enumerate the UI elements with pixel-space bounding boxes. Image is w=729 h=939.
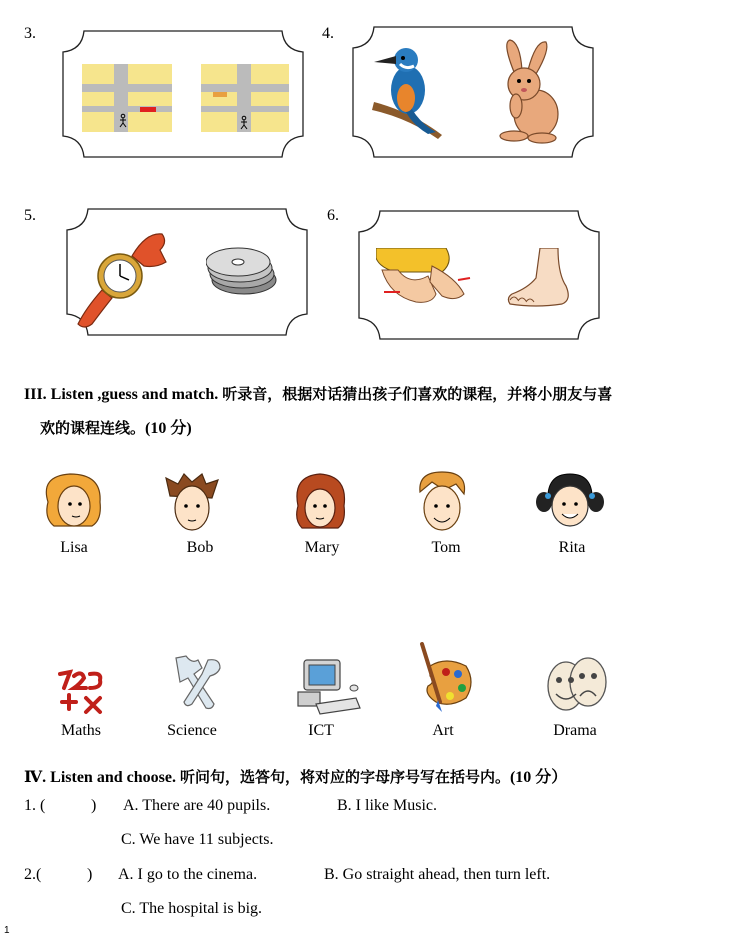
subject-name-ict: ICT [308,722,334,739]
picture-number-3: 3. [24,25,36,42]
subject-name-art: Art [432,722,454,739]
question-2-close-paren: ) [87,866,93,883]
question-1-option-c: C. We have 11 subjects. [121,831,274,848]
question-1-close-paren: ) [91,797,97,814]
tom-portrait-icon [414,470,470,534]
compact-discs-icon [206,240,278,298]
question-1-number: 1. ( [24,797,46,814]
child-name-mary: Mary [304,539,340,556]
wristwatch-icon [76,228,168,330]
section-3-heading-cont [40,412,192,445]
page-number: 1 [4,925,10,936]
subject-name-science: Science [167,722,217,739]
wrist-body-part-icon [376,248,472,306]
question-2-option-c: C. The hospital is big. [121,900,263,917]
section-3-title-zh-cont: 欢的课程连线。 [40,419,146,437]
kingfisher-bird-icon [372,40,450,140]
section-4-title-en: Ⅳ. Listen and choose. [24,769,176,786]
question-2-option-a: A. I go to the cinema. [118,866,258,883]
question-2-number: 2.( [24,866,42,883]
subject-name-maths: Maths [61,722,101,739]
mary-portrait-icon [292,472,348,534]
child-name-bob: Bob [186,539,214,556]
street-map-icon [82,64,172,132]
rabbit-icon [492,38,564,144]
child-name-rita: Rita [558,539,586,556]
lisa-portrait-icon [40,472,106,534]
picture-frame-4 [352,26,594,158]
ict-computer-icon [296,658,362,716]
picture-number-6: 6. [327,207,339,224]
maths-numbers-icon [56,668,108,718]
foot-body-part-icon [506,248,572,308]
child-name-lisa: Lisa [60,539,88,556]
question-1-option-a: A. There are 40 pupils. [123,797,271,814]
question-2-option-b: B. Go straight ahead, then turn left. [324,866,551,883]
picture-frame-3 [62,30,304,158]
section-4-points: (10 分） [509,769,568,786]
picture-frame-5 [66,208,308,336]
picture-frame-6 [358,210,600,340]
section-4-title-zh: 听问句，选答句，将对应的字母序号写在括号内。 [179,768,510,786]
child-name-tom: Tom [431,539,461,556]
art-palette-icon [416,642,476,714]
picture-number-4: 4. [322,25,334,42]
section-3-title-en: III. Listen ,guess and match. [24,386,219,403]
picture-number-5: 5. [24,207,36,224]
bob-portrait-icon [164,472,220,534]
street-map-icon [201,64,289,132]
science-tubes-icon [168,654,226,712]
section-3-points: (10 分) [145,420,192,437]
drama-masks-icon [544,654,610,714]
rita-portrait-icon [534,472,606,534]
section-4-heading [24,761,714,794]
section-3-heading [24,378,714,411]
subject-name-drama: Drama [553,722,597,739]
question-1-option-b: B. I like Music. [337,797,437,814]
section-3-title-zh: 听录音，根据对话猜出孩子们喜欢的课程，并将小朋友与喜 [222,385,613,403]
